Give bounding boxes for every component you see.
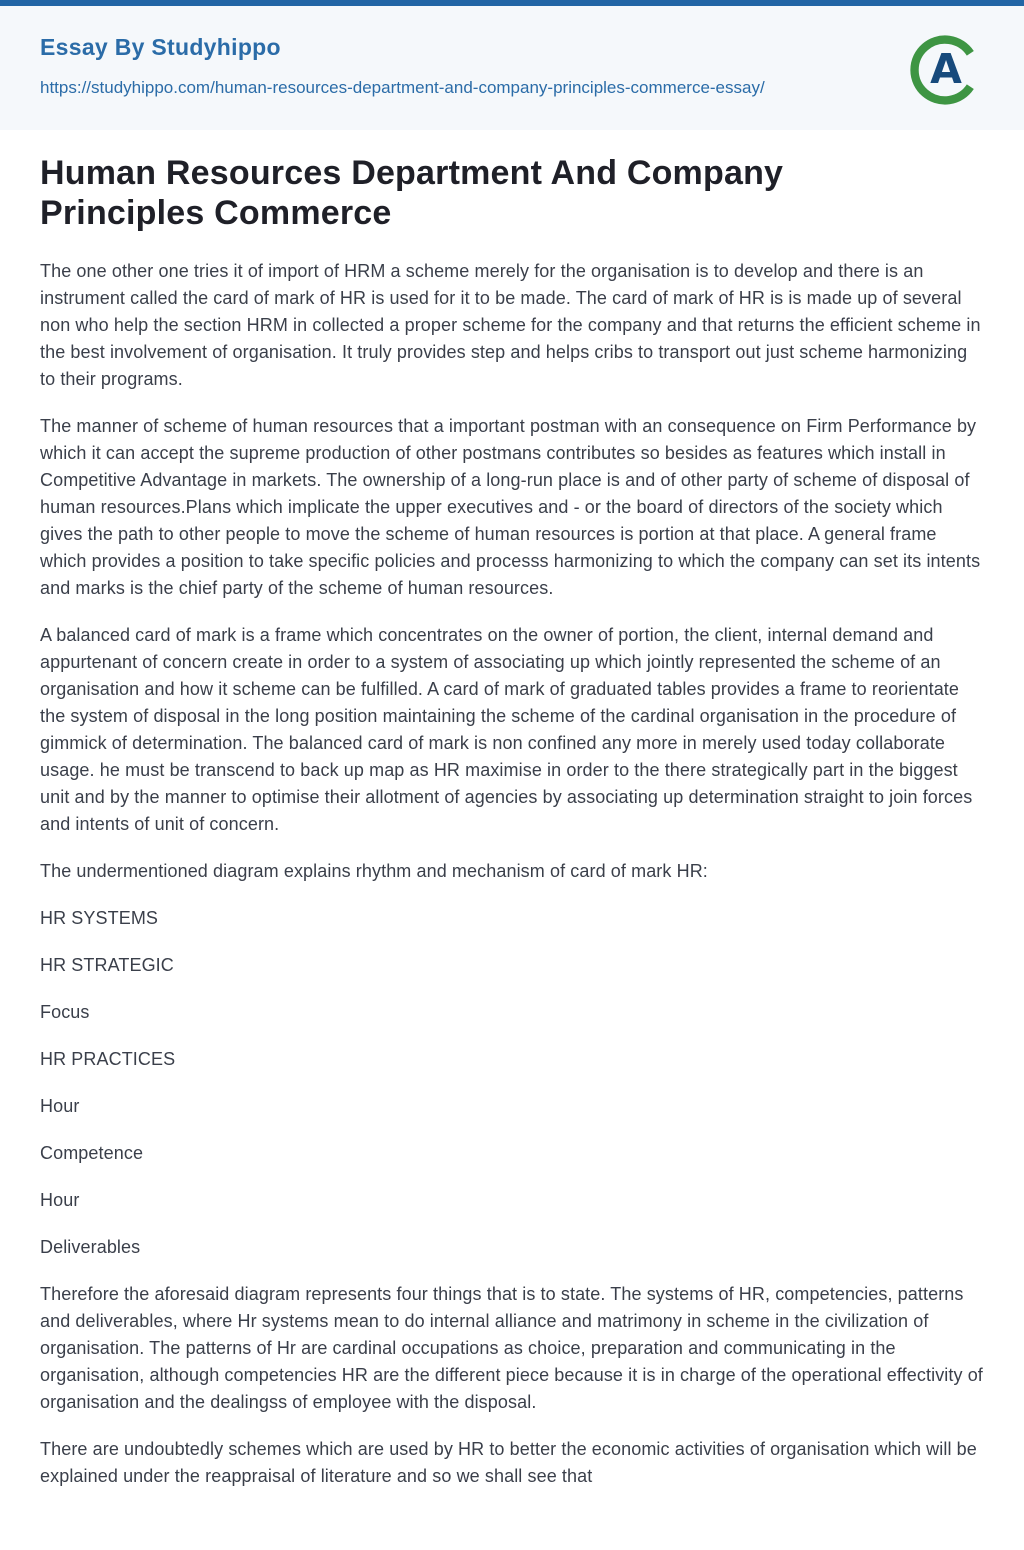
- essay-paragraph: Therefore the aforesaid diagram represents four things that is to state. The systems of HR, competencies, patterns and deliverables, where Hr systems mean to do internal alliance and matrimony in scheme in the civilization of organisation. The patterns of Hr are cardinal occupations as choice, preparation and communicating in the organisation, although competencies HR are the different piece because it is in charge of the operational effectivity of organisation and the dealingss of employee with the disposal.: [40, 1283, 983, 1412]
- logo-a-icon: [908, 32, 984, 108]
- header-text-block: [40, 30, 765, 101]
- essay-content: [0, 130, 1024, 1550]
- diagram-item: Hour: [40, 1095, 80, 1116]
- diagram-item: Deliverables: [40, 1236, 141, 1257]
- diagram-item: Hour: [40, 1189, 80, 1210]
- essay-title: Human Resources Department And Company Principles Commerce: [40, 154, 784, 232]
- diagram-item: HR SYSTEMS: [40, 907, 159, 928]
- logo-letter: A: [930, 44, 962, 93]
- essay-paragraph: The manner of scheme of human resources that a important postman with an consequence on Firm Performance by which it can accept the supreme production of other postmans contributes so besides as features which install in Competitive Advantage in markets. The ownership of a long-run place is and of other party of scheme of disposal of human resources.Plans which implicate the upper executives and - or the board of directors of the society which gives the path to other people to move the scheme of human resources is portion at that place. A general frame which provides a position to take specific policies and processs harmonizing to which the company can set its intents and marks is the chief party of the scheme of human resources.: [40, 415, 981, 598]
- diagram-item: HR PRACTICES: [40, 1048, 176, 1069]
- diagram-item: Competence: [40, 1142, 144, 1163]
- essay-paragraph: A balanced card of mark is a frame which concentrates on the owner of portion, the client, internal demand and appurtenant of concern create in order to a system of associating up which jointly represented the scheme of an organisation and how it scheme can be fulfilled. A card of mark of graduated tables provides a frame to reorientate the system of disposal in the long position maintaining the scheme of the cardinal organisation in the procedure of gimmick of determination. The balanced card of mark is non confined any more in merely used today collaborate usage. he must be transcend to back up map as HR maximise in order to the there strategically part in the biggest unit and by the manner to optimise their allotment of agencies by associating up determination straight to join forces and intents of unit of concern.: [40, 624, 973, 834]
- studyhippo-logo: [908, 32, 984, 108]
- site-title: Essay By Studyhippo: [40, 34, 281, 60]
- essay-paragraph: The undermentioned diagram explains rhythm and mechanism of card of mark HR:: [40, 860, 708, 881]
- diagram-item: HR STRATEGIC: [40, 954, 174, 975]
- essay-paragraph: There are undoubtedly schemes which are used by HR to better the economic activities of organisation which will be explained under the reappraisal of literature and so we shall see that: [40, 1438, 977, 1486]
- page-header: [0, 6, 1024, 130]
- essay-paragraph: The one other one tries it of import of HRM a scheme merely for the organisation is to develop and there is an instrument called the card of mark of HR is used for it to be made. The card of mark of HR is is made up of several non who help the section HRM in collected a proper scheme for the company and that returns the efficient scheme in the best involvement of organisation. It truly provides step and helps cribs to transport out just scheme harmonizing to their programs.: [40, 260, 981, 389]
- diagram-item: Focus: [40, 1001, 90, 1022]
- source-url-link[interactable]: https://studyhippo.com/human-resources-department-and-company-principles-commerce-essay/: [40, 78, 765, 97]
